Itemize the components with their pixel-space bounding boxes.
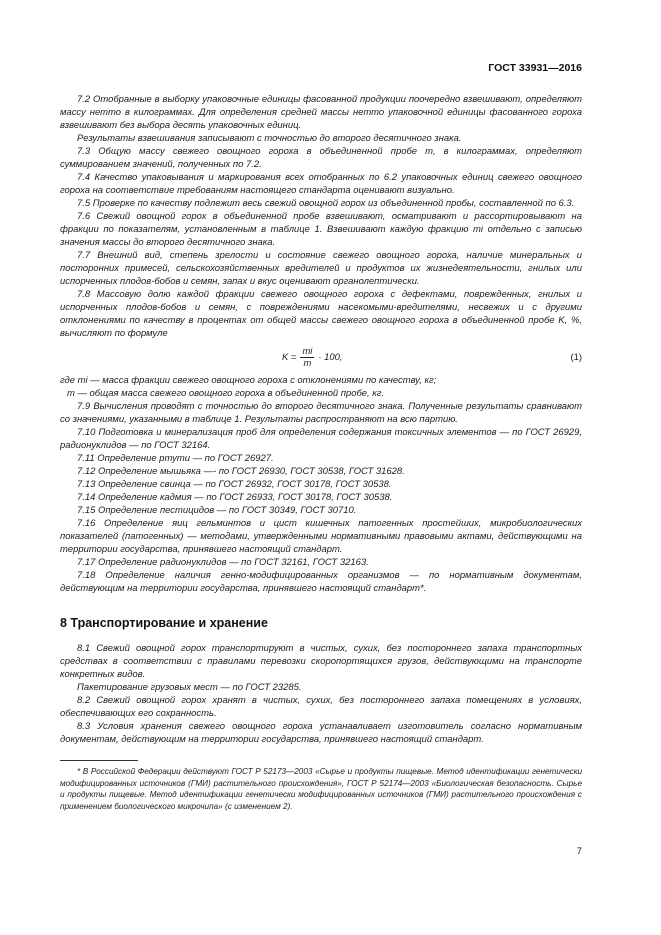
paragraph-7-9: 7.9 Вычисления проводят с точностью до второго десятичного знака. Полученные результаты сравнивают со значениями, указанными в таблице 1. Результаты распространяют на всю партию. bbox=[60, 401, 582, 425]
standard-number-header: ГОСТ 33931—2016 bbox=[488, 62, 582, 74]
section7-block-b bbox=[60, 400, 582, 595]
section7-block-a bbox=[60, 93, 582, 340]
paragraph-7-13: 7.13 Определение свинца — по ГОСТ 26932, ГОСТ 30178, ГОСТ 30538. bbox=[77, 479, 392, 490]
paragraph-7-8: 7.8 Массовую долю каждой фракции свежего овощного гороха с дефектами, поврежденных, гнилых и испорченных плодов-бобов и семян, с повреждениями насекомыми-вредителями, несвежих и с другими отклонениями по качеству в процентах от общей массы свежего овощного гороха в объединенной пробе K, %, вычисляют по формуле bbox=[60, 289, 582, 339]
paragraph-7-10: 7.10 Подготовка и минерализация проб для определения содержания токсичных элементов — по ГОСТ 26929, радионуклидов — по ГОСТ 32164. bbox=[60, 427, 582, 451]
paragraph-7-15: 7.15 Определение пестицидов — по ГОСТ 30349, ГОСТ 30710. bbox=[77, 505, 357, 516]
paragraph-8-1: 8.1 Свежий овощной горох транспортируют в чистых, сухих, без постороннего запаха транспортных средствах в соответствии с правилами перевозки скоропортящихся грузов, действующими на транспорте конкретных видов. bbox=[60, 643, 582, 680]
formula-1 bbox=[60, 340, 582, 374]
paragraph-7-2: 7.2 Отобранные в выборку упаковочные единицы фасованной продукции поочередно взвешивают, определяют массу нетто в килограммах. Для определения средней массы нетто упаковочной единицы фасованного гороха взвешивают без выбора десять упаковочных единиц. bbox=[60, 94, 582, 131]
where-line-m: m — общая масса свежего овощного гороха в объединенной пробе, кг. bbox=[67, 388, 385, 399]
paragraph-7-11: 7.11 Определение ртути — по ГОСТ 26927. bbox=[77, 453, 274, 464]
formula-expression bbox=[282, 346, 343, 369]
paragraph-7-6: 7.6 Свежий овощной горох в объединенной пробе взвешивают, осматривают и рассортировывают на фракции по показателям, установленным в таблице 1. Взвешивают каждую фракцию mi отдельно с записью значения массы до второго десятичного знака. bbox=[60, 211, 582, 248]
paragraph-7-12: 7.12 Определение мышьяка —- по ГОСТ 26930, ГОСТ 30538, ГОСТ 31628. bbox=[77, 466, 405, 477]
paragraph-7-4: 7.4 Качество упаковывания и маркирования всех отобранных по 6.2 упаковочных единиц свежего овощного гороха на соответствие требованиям настоящего стандарта оценивают визуально. bbox=[60, 172, 582, 196]
footnote-separator bbox=[60, 760, 138, 761]
paragraph-7-7: 7.7 Внешний вид, степень зрелости и состояние свежего овощного гороха, наличие минеральных и посторонних примесей, сельскохозяйственных вредителей и продуктов их жизнедеятельности, гнилых или испорченных плодов-бобов и семян, запах и вкус оценивают органолептически. bbox=[60, 250, 582, 287]
paragraph-8-2: 8.2 Свежий овощной горох хранят в чистых, сухих, без постороннего запаха помещениях в условиях, обеспечивающих его сохранность. bbox=[60, 695, 582, 719]
formula-number: (1) bbox=[570, 351, 582, 363]
footnote: * В Российской Федерации действуют ГОСТ Р 52173—2003 «Сырье и продукты пищевые. Метод идентификации генетически модифицированных источников (ГМИ) растительного происхождения», ГОСТ Р 52174—2003 «Биологическая безопасность. Сырье и продукты пищевые. Метод идентификации генетически модифицированных источников (ГМИ) растительного происхождения с применением биологического микрочипа» (с изменением 2). bbox=[60, 767, 582, 811]
paragraph-8-3: 8.3 Условия хранения свежего овощного гороха устанавливает изготовитель согласно нормативным документам, действующим на территории государства, принявшего настоящий стандарт. bbox=[60, 721, 582, 745]
formula-denominator: m bbox=[303, 357, 312, 369]
formula-fraction bbox=[300, 346, 314, 369]
paragraph-7-16: 7.16 Определение яиц гельминтов и цист кишечных патогенных простейших, микробиологических показателей (патогенных) — методами, утвержденными нормативными правовыми актами, действующими на территории государства, принявшего настоящий стандарт. bbox=[60, 518, 582, 555]
formula-rhs: · 100, bbox=[318, 351, 343, 363]
paragraph-7-17: 7.17 Определение радионуклидов — по ГОСТ 32161, ГОСТ 32163. bbox=[77, 557, 369, 568]
formula-lhs: K = bbox=[282, 351, 297, 363]
section-8-title: 8 Транспортирование и хранение bbox=[60, 616, 268, 630]
paragraph-8-1-packaging: Пакетирование грузовых мест — по ГОСТ 23285. bbox=[77, 682, 302, 693]
paragraph-7-18: 7.18 Определение наличия генно-модифицированных организмов — по нормативным документам, действующим на территории государства, принявшего настоящий стандарт*. bbox=[60, 570, 582, 594]
page-number: 7 bbox=[576, 846, 582, 857]
paragraph-7-5: 7.5 Проверке по качеству подлежит весь свежий овощной горох из объединенной пробы, составленной по 6.3. bbox=[77, 198, 575, 209]
paragraph-7-2-results: Результаты взвешивания записывают с точностью до второго десятичного знака. bbox=[77, 133, 462, 144]
section8-block bbox=[60, 642, 582, 746]
paragraph-7-14: 7.14 Определение кадмия — по ГОСТ 26933, ГОСТ 30178, ГОСТ 30538. bbox=[77, 492, 393, 503]
formula-numerator: mi bbox=[302, 345, 313, 357]
paragraph-7-3: 7.3 Общую массу свежего овощного гороха в объединенной пробе m, в килограммах, определяют суммированием значений, полученных по 7.2. bbox=[60, 146, 582, 170]
where-line-mi: где mi — масса фракции свежего овощного гороха с отклонениями по качеству, кг; bbox=[60, 375, 437, 386]
